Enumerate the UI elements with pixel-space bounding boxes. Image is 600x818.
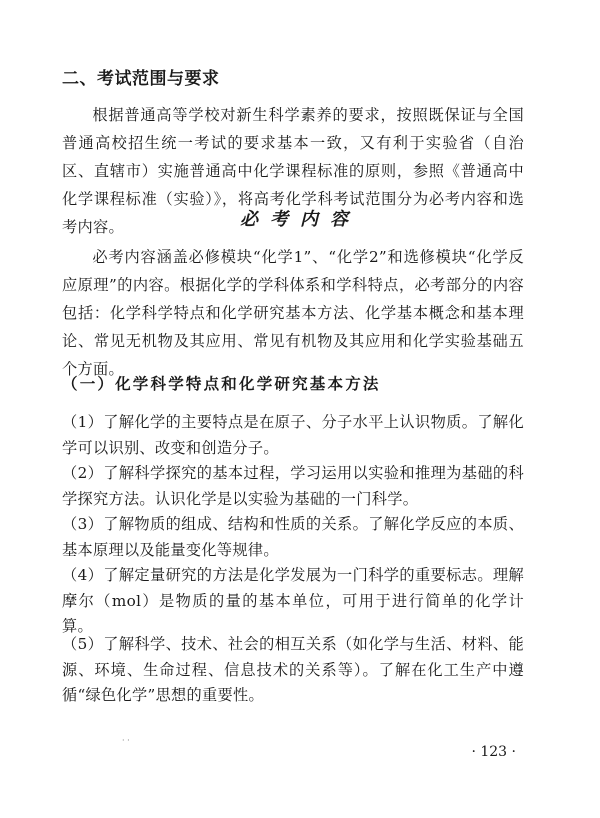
list-item-4: （4）了解定量研究的方法是化学发展为一门科学的重要标志。理解摩尔（mol）是物质的量的基本单位，可用于进行简单的化学计算。 [62, 566, 524, 635]
subsection-heading: （一）化学科学特点和化学研究基本方法 [62, 375, 381, 393]
section-heading: 二、考试范围与要求 [62, 69, 220, 89]
required-content-title: 必考内容 [240, 209, 360, 230]
list-item-5: （5）了解科学、技术、社会的相互关系（如化学与生活、材料、能源、环境、生命过程、信息技术的关系等）。了解在化工生产中遵循“绿色化学”思想的重要性。 [62, 635, 524, 704]
required-content-paragraph: 必考内容涵盖必修模块“化学1”、“化学2”和选修模块“化学反应原理”的内容。根据化学的学科体系和学科特点，必考部分的内容包括：化学科学特点和化学研究基本方法、化学基本概念和基本理论、常见无机物及其应用、常见有机物及其应用和化学实验基础五个方面。 [62, 248, 524, 378]
scan-speck: · · [122, 736, 130, 745]
list-item-1: （1）了解化学的主要特点是在原子、分子水平上认识物质。了解化学可以识别、改变和创造分子。 [62, 413, 524, 457]
intro-paragraph: 根据普通高等学校对新生科学素养的要求，按照既保证与全国普通高校招生统一考试的要求基本一致，又有利于实验省（自治区、直辖市）实施普通高中化学课程标准的原则，参照《普通高中化学课程标准（实验）》，将高考化学科考试范围分为必考内容和选考内容。 [62, 106, 524, 236]
list-item-3: （3）了解物质的组成、结构和性质的关系。了解化学反应的本质、基本原理以及能量变化等规律。 [62, 515, 524, 559]
page-number: · 123 · [471, 744, 516, 760]
list-item-2: （2）了解科学探究的基本过程，学习运用以实验和推理为基础的科学探究方法。认识化学是以实验为基础的一门科学。 [62, 464, 524, 508]
